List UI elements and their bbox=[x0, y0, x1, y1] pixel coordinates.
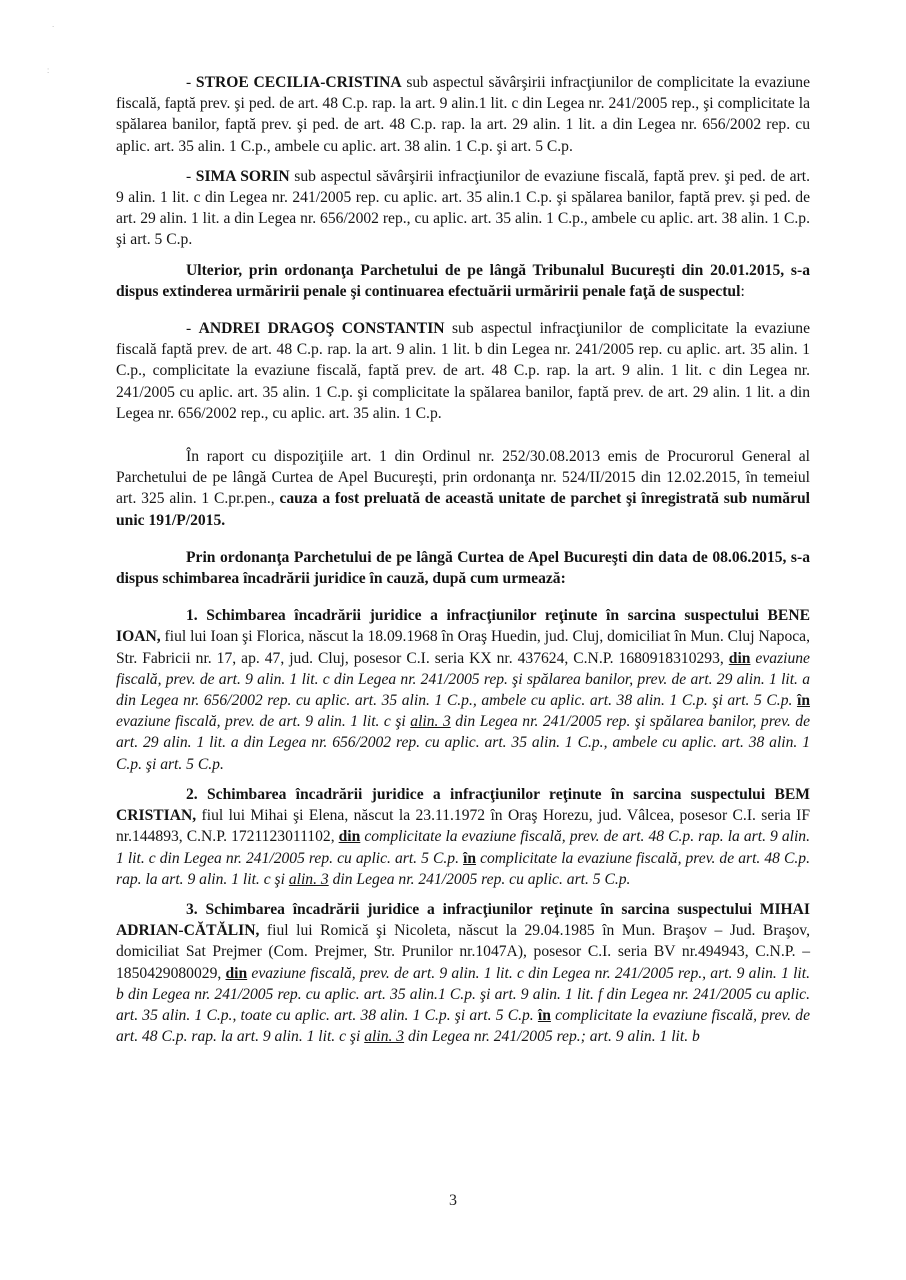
suspect-paragraph-andrei bbox=[116, 318, 810, 424]
italic-text: evaziune fiscală, prev. de art. 9 alin. 1 lit. c şi bbox=[116, 713, 411, 731]
underlined-text: alin. 3 bbox=[410, 713, 451, 731]
suspect-name: SIMA SORIN bbox=[195, 167, 290, 185]
dash: - bbox=[186, 320, 199, 338]
paragraph-text: sub aspectul săvârşirii infracţiunilor de complicitate la evaziune fiscală, faptă prev. şi ped. de art. 48 C.p. rap. la art. 9 alin.1 lit. c din Legea nr. 241/2005 rep., şi complicitate la spălarea banilor, faptă prev. şi ped. de art. 48 C.p. rap. la art. 29 alin. 1 lit. a din Legea nr. 656/2002 rep. cu aplic. art. 35 alin. 1 C.p., ambele cu aplic. art. 38 alin. 1 C.p. şi art. 5 C.p. bbox=[116, 74, 810, 155]
page-number: 3 bbox=[449, 1192, 457, 1209]
paragraph-text: fiul lui Mihai şi Elena, născut la 23.11.1972 în Oraş Horezu, jud. Vâlcea, posesor C.I. seria IF nr.144893, C.N.P. 1721123011102, bbox=[116, 807, 810, 846]
underlined-text: alin. 3 bbox=[364, 1028, 405, 1046]
scan-mark: : bbox=[47, 66, 50, 75]
keyword-din: din bbox=[338, 828, 361, 846]
italic-text: evaziune fiscală, prev. de art. 9 alin. 1 lit. c din Legea nr. 241/2005 rep., art. 9 alin. 1 lit. b din Legea nr. 241/2005 rep. cu aplic. art. 35 alin.1 C.p. şi art. 9 alin. 1 lit. f din Legea nr. 241/2005 cu aplic. art. 35 alin. 1 C.p., toate cu aplic. art. 38 alin. 1 C.p. şi art. 5 C.p. bbox=[116, 964, 811, 1024]
italic-text: din Legea nr. 241/2005 rep.; art. 9 alin. 1 lit. b bbox=[404, 1028, 700, 1046]
dash: - bbox=[186, 167, 196, 185]
reclassification-item-2 bbox=[116, 784, 810, 890]
italic-text: complicitate la evaziune fiscală, prev. de art. 48 C.p. rap. la art. 9 alin. 1 lit. c şi bbox=[116, 849, 810, 888]
keyword-din: din bbox=[728, 649, 751, 667]
reclassification-item-1 bbox=[116, 605, 810, 775]
paragraph-text: fiul lui Ioan şi Florica, născut la 18.09.1968 în Oraş Huedin, jud. Cluj, domiciliat în Mun. Cluj Napoca, Str. Fabricii nr. 17, ap. 47, jud. Cluj, posesor C.I. seria KX nr. 437624, C.N.P. 1680918310293, bbox=[116, 628, 810, 667]
paragraph-text: În raport cu dispoziţiile art. 1 din Ordinul nr. 252/30.08.2013 emis de Procurorul General al Parchetului de pe lângă Curtea de Apel Bucureşti, prin ordonanţa nr. 524/II/2015 din 12.02.2015, în temeiul art. 325 alin. 1 C.pr.pen., bbox=[116, 448, 810, 508]
reclassification-heading bbox=[116, 547, 810, 589]
keyword-in: în bbox=[537, 1006, 551, 1024]
paragraph-text: sub aspectul infracţiunilor de complicitate la evaziune fiscală faptă prev. de art. 48 C.p. rap. la art. 9 alin. 1 lit. b din Legea nr. 241/2005 rep. cu aplic. art. 35 alin. 1 C.p., complicitate la evaziune fiscală, faptă prev. de art. 48 C.p. rap. la art. 9 alin. 1 lit. c din Legea nr. 241/2005 cu aplic. art. 35 alin. 1 C.p. şi complicitate la spălarea banilor, faptă prev. de art. 29 alin. 1 lit. a din Legea nr. 656/2002 rep., cu aplic. art. 35 alin. 1 C.p. bbox=[116, 320, 810, 422]
suspect-paragraph-stroe bbox=[116, 72, 810, 157]
reclassification-item-3 bbox=[116, 899, 810, 1047]
suspect-name: ANDREI DRAGOŞ CONSTANTIN bbox=[198, 320, 445, 338]
bold-text: Prin ordonanţa Parchetului de pe lângă Curtea de Apel Bucureşti din data de 08.06.2015, s-a dispus schimbarea încadrării juridice în cauză, după cum urmează: bbox=[116, 548, 810, 588]
bold-text: Ulterior, prin ordonanţa Parchetului de pe lângă Tribunalul Bucureşti din 20.01.2015, s-a dispus extinderea urmăririi penale şi continuarea efectuării urmăririi penale faţă de suspectul bbox=[116, 261, 810, 300]
italic-text: complicitate la evaziune fiscală, prev. de art. 48 C.p. rap. la art. 9 alin. 1 lit. c din Legea nr. 241/2005 rep. cu aplic. art. 5 C.p. bbox=[116, 828, 810, 867]
document-page bbox=[116, 72, 810, 1047]
italic-text: evaziune fiscală, prev. de art. 9 alin. 1 lit. c din Legea nr. 241/2005 rep. şi spălarea banilor, prev. de art. 29 alin. 1 lit. a din Legea nr. 656/2002 rep. cu aplic. art. 35 alin. 1 C.p., ambele cu aplic. art. 38 alin. 1 C.p. şi art. 5 C.p. bbox=[116, 649, 810, 710]
keyword-din: din bbox=[225, 964, 248, 982]
scan-mark: . bbox=[52, 20, 55, 29]
italic-text: complicitate la evaziune fiscală, prev. de art. 48 C.p. rap. la art. 9 alin. 1 lit. c şi bbox=[116, 1006, 810, 1046]
extension-paragraph bbox=[116, 260, 810, 302]
bold-text: cauza a fost preluată de această unitate de parchet şi înregistrată sub numărul unic 191/P/2015. bbox=[116, 490, 810, 529]
paragraph-text: : bbox=[740, 282, 745, 300]
paragraph-text: sub aspectul săvârşirii infracţiunilor de evaziune fiscală, faptă prev. şi ped. de art. 9 alin. 1 lit. c din Legea nr. 241/2005 rep. cu aplic. art. 35 alin.1 C.p. şi spălarea banilor, faptă prev. şi ped. de art. 29 alin. 1 lit. a din Legea nr. 656/2002 rep., cu aplic. art. 35 alin. 1 C.p., ambele cu aplic. art. 38 alin. 1 C.p. şi art. 5 C.p. bbox=[116, 167, 810, 249]
suspect-name: STROE CECILIA-CRISTINA bbox=[195, 74, 402, 91]
item-heading: 1. Schimbarea încadrării juridice a infracţiunilor reţinute în sarcina suspectului BENE IOAN, bbox=[116, 607, 810, 646]
dash: - bbox=[186, 74, 196, 91]
item-heading: 3. Schimbarea încadrării juridice a infracţiunilor reţinute în sarcina suspectului MIHAI ADRIAN-CĂTĂLIN, bbox=[116, 900, 810, 940]
item-heading: 2. Schimbarea încadrării juridice a infracţiunilor reţinute în sarcina suspectului BEM CRISTIAN, bbox=[116, 785, 810, 825]
takeover-paragraph bbox=[116, 446, 810, 531]
italic-text: din Legea nr. 241/2005 rep. cu aplic. art. 5 C.p. bbox=[328, 870, 631, 888]
keyword-in: în bbox=[796, 692, 810, 710]
underlined-text: alin. 3 bbox=[288, 870, 329, 888]
keyword-in: în bbox=[463, 849, 477, 867]
italic-text: din Legea nr. 241/2005 rep. şi spălarea banilor, prev. de art. 29 alin. 1 lit. a din Legea nr. 656/2002 rep. cu aplic. art. 35 alin. 1 C.p., ambele cu aplic. art. 38 alin. 1 C.p. şi art. 5 C.p. bbox=[116, 713, 810, 773]
suspect-paragraph-sima bbox=[116, 166, 810, 251]
paragraph-text: fiul lui Romică şi Nicoleta, născut la 29.04.1985 în Mun. Braşov – Jud. Braşov, domiciliat Sat Prejmer (Com. Prejmer, Str. Prunilor nr.1047A), posesor C.I. seria BV nr.494943, C.N.P. – 1850429080029, bbox=[116, 922, 810, 982]
